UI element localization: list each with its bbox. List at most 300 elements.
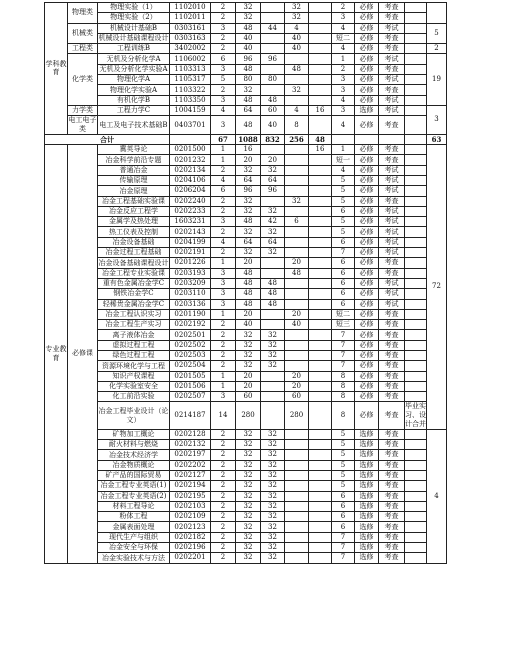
other-hours [309,440,332,450]
total-hours: 60 [236,392,261,402]
other-hours [309,543,332,553]
course-type: 必修 [355,392,379,402]
total-hours: 32 [236,13,261,23]
note-cell [405,248,427,258]
total-hours: 64 [236,105,261,115]
exam-type: 考试 [379,206,405,216]
lab-hours [285,248,309,258]
table-row [45,371,447,381]
table-row [45,85,447,95]
course-name: 冶金工程生产实习 [98,320,170,330]
course-code: 0204106 [170,175,211,185]
course-type: 选修 [355,543,379,553]
lab-hours: 60 [285,392,309,402]
course-name: 冶金物质概论 [98,460,170,470]
course-name: 耐火材料与燃烧 [98,440,170,450]
course-code: 1103313 [170,64,211,74]
other-hours [309,75,332,85]
table-row [45,33,447,43]
other-hours: 16 [309,105,332,115]
note-cell [405,54,427,64]
semester: 4 [332,23,355,33]
course-name: 化学实验室安全 [98,381,170,391]
exam-type: 考查 [379,543,405,553]
table-row [45,105,447,115]
course-type: 必修 [355,44,379,54]
semester: 6 [332,522,355,532]
course-name: 冶金过程工程基础 [98,248,170,258]
semester: 5 [332,470,355,480]
table-row [45,299,447,309]
table-row [45,248,447,258]
credit: 2 [211,320,236,330]
course-name: 重有色金属冶金学C [98,278,170,288]
credit: 3 [211,268,236,278]
table-row [45,13,447,23]
course-name: 无机及分析化学实验A [99,64,168,73]
semester: 6 [332,512,355,522]
course-type: 必修 [355,381,379,391]
total-hours: 32 [236,512,261,522]
lecture-hours: 32 [261,481,285,491]
lecture-hours [261,402,285,429]
lecture-hours: 64 [261,175,285,185]
course-name: 轻稀贵金属冶金学C [98,299,170,309]
other-hours [309,258,332,268]
lecture-hours: 32 [261,553,285,563]
course-name: 冶金工程基础实验课 [98,196,170,206]
other-hours [309,470,332,480]
subtotal-cell: 63 [427,134,447,144]
table-row [45,330,447,340]
semester: 7 [332,553,355,563]
table-row [45,402,447,429]
semester: 5 [332,440,355,450]
lab-hours: 280 [285,402,309,429]
course-type: 必修 [355,116,379,135]
lab-hours [285,450,309,460]
total-hours: 32 [236,553,261,563]
course-name: 冶金工程认识实习 [98,309,170,319]
lab-hours [285,532,309,542]
credit: 3 [211,23,236,33]
table-row [45,175,447,185]
course-type: 必修 [355,340,379,350]
course-name: 冶金工程专业英语(1) [98,481,170,491]
total-hours: 48 [236,268,261,278]
course-type: 必修 [355,155,379,165]
credit: 3 [211,95,236,105]
lab-hours: 40 [285,44,309,54]
lecture-hours: 32 [261,501,285,511]
course-type: 必修 [355,258,379,268]
course-type: 选修 [355,553,379,563]
other-hours [309,361,332,371]
note-cell [405,105,427,115]
other-hours [309,371,332,381]
semester: 4 [332,95,355,105]
course-type: 必修 [355,145,379,155]
table-row [45,522,447,532]
other-hours [309,186,332,196]
note-cell [405,3,427,13]
course-code: 1102010 [170,3,211,13]
course-type: 必修 [355,64,379,74]
exam-type: 考查 [379,470,405,480]
exam-type: 考查 [379,320,405,330]
course-type: 必修 [355,217,379,227]
course-type: 必修 [355,361,379,371]
lab-hours [285,481,309,491]
total-hours: 32 [236,206,261,216]
total-hours: 32 [236,532,261,542]
exam-type: 考查 [379,196,405,206]
exam-type: 考试 [379,54,405,64]
credit: 2 [211,512,236,522]
lab-hours [285,361,309,371]
other-hours [309,23,332,33]
lecture-hours: 40 [261,116,285,135]
table-row [45,227,447,237]
note-cell [405,64,427,74]
semester: 4 [332,116,355,135]
note-cell [405,501,427,511]
semester: 7 [332,543,355,553]
note-cell [405,237,427,247]
exam-type: 考查 [379,402,405,429]
credit: 2 [211,470,236,480]
semester: 3 [332,85,355,95]
lab-hours [285,237,309,247]
lab-hours [285,289,309,299]
course-code: 0202201 [170,553,211,563]
course-code: 0202501 [170,330,211,340]
other-hours [309,381,332,391]
total-hours: 48 [236,23,261,33]
course-name: 矿物加工概论 [98,429,170,439]
lecture-hours [261,392,285,402]
lab-hours: 20 [285,309,309,319]
lab-hours [285,440,309,450]
lecture-hours: 32 [261,512,285,522]
table-row [45,116,447,135]
semester: 6 [332,268,355,278]
course-code [170,134,211,144]
course-code: 0303163 [170,33,211,43]
other-hours [309,95,332,105]
lecture-hours [261,44,285,54]
semester: 1 [332,145,355,155]
credit: 1 [211,145,236,155]
lab-hours: 32 [285,85,309,95]
other-hours [309,532,332,542]
course-type: 必修 [355,320,379,330]
course-type: 选修 [355,532,379,542]
total-hours: 32 [236,340,261,350]
total-hours: 20 [236,258,261,268]
curriculum-table-wrapper [44,2,447,564]
course-code: 1106002 [170,54,211,64]
lecture-hours: 64 [261,237,285,247]
course-type: 选修 [355,512,379,522]
group-label-zhuanye: 专业教育 [45,145,68,564]
total-hours: 32 [236,460,261,470]
course-type: 必修 [355,227,379,237]
exam-type: 考查 [379,481,405,491]
total-hours: 96 [236,186,261,196]
course-name: 有机化学B [98,95,170,105]
exam-type: 考试 [379,248,405,258]
course-name: 冶金原理 [98,186,170,196]
course-code: 1103322 [170,85,211,95]
note-cell [405,278,427,288]
course-code: 3402002 [170,44,211,54]
total-hours: 48 [236,278,261,288]
course-name: 冶金反应工程学 [98,206,170,216]
lecture-hours: 80 [261,75,285,85]
lecture-hours: 32 [261,351,285,361]
note-cell [405,361,427,371]
table-row [45,340,447,350]
semester: 6 [332,206,355,216]
professional-section [45,145,447,564]
other-hours [309,165,332,175]
exam-type: 考查 [379,3,405,13]
lecture-hours [261,33,285,43]
note-cell [405,258,427,268]
course-type: 必修 [355,351,379,361]
course-name: 工程力学C [98,105,170,115]
exam-type: 考查 [379,33,405,43]
exam-type: 考查 [379,522,405,532]
exam-type: 考试 [379,105,405,115]
lecture-hours: 60 [261,105,285,115]
table-row [45,460,447,470]
semester: 5 [332,196,355,206]
total-hours: 32 [236,351,261,361]
other-hours [309,340,332,350]
note-cell [405,512,427,522]
lecture-hours: 20 [261,155,285,165]
course-type: 必修 [355,248,379,258]
semester: 2 [332,64,355,74]
other-hours [309,450,332,460]
credit: 2 [211,351,236,361]
other-hours [309,289,332,299]
table-row [45,64,447,74]
exam-type: 考查 [379,13,405,23]
semester: 4 [332,165,355,175]
note-cell [405,95,427,105]
total-hours: 40 [236,320,261,330]
course-name: 冶金实验技术与方法 [98,553,170,563]
total-hours: 80 [236,75,261,85]
lab-hours [285,278,309,288]
lab-hours [285,155,309,165]
course-type: 必修 [355,402,379,429]
course-name: 电工及电子技术基础B [98,116,170,135]
semester: 8 [332,381,355,391]
table-row [45,532,447,542]
credit: 2 [211,429,236,439]
exam-type: 考查 [379,340,405,350]
other-hours: 16 [309,145,332,155]
exam-type: 考试 [379,237,405,247]
total-hours: 20 [236,381,261,391]
table-row [45,54,447,64]
semester: 7 [332,248,355,258]
exam-type: 考查 [379,145,405,155]
table-row [45,392,447,402]
exam-type: 考查 [379,429,405,439]
course-name: 现代生产与组织 [98,532,170,542]
total-hours: 32 [236,196,261,206]
note-cell [405,470,427,480]
table-row [45,278,447,288]
note-cell [405,481,427,491]
course-code: 0202502 [170,340,211,350]
table-row [45,196,447,206]
credit: 4 [211,175,236,185]
credit: 1 [211,309,236,319]
exam-type: 考试 [379,217,405,227]
course-code: 0202103 [170,501,211,511]
course-name: 虚拟过程工程 [98,340,170,350]
exam-type: 考试 [379,186,405,196]
exam-type: 考查 [379,268,405,278]
course-code: 0202192 [170,320,211,330]
total-hours: 20 [236,155,261,165]
credit: 6 [211,186,236,196]
note-cell [405,85,427,95]
course-name: 钢铁冶金学C [98,289,170,299]
table-row [45,501,447,511]
exam-type: 考查 [379,258,405,268]
semester: 6 [332,299,355,309]
credit: 1 [211,381,236,391]
lecture-hours: 32 [261,460,285,470]
course-type: 必修 [355,309,379,319]
course-name: 矿产品的国际贸易 [98,470,170,480]
semester: 5 [332,460,355,470]
course-type: 必修 [355,186,379,196]
credit: 67 [211,134,236,144]
credit: 2 [211,450,236,460]
lab-hours [285,351,309,361]
credit: 1 [211,258,236,268]
exam-type: 考查 [379,44,405,54]
lab-hours [285,227,309,237]
semester: 5 [332,227,355,237]
lab-hours [285,299,309,309]
lab-hours [285,522,309,532]
semester: 6 [332,278,355,288]
exam-type: 考查 [379,553,405,563]
lab-hours: 20 [285,371,309,381]
course-name: 知识产权课程 [98,371,170,381]
lab-hours [285,460,309,470]
note-cell [405,175,427,185]
exam-type: 考查 [379,381,405,391]
lecture-hours: 32 [261,429,285,439]
credit: 1 [211,371,236,381]
course-name: 冶金工程专业实验课 [98,268,170,278]
total-hours: 32 [236,470,261,480]
course-type: 必修 [355,175,379,185]
note-cell [405,227,427,237]
subtotal-cell: 5 [427,23,447,44]
course-code: 0203193 [170,268,211,278]
credit: 3 [211,116,236,135]
table-row [45,491,447,501]
total-hours: 64 [236,175,261,185]
exam-type: 考试 [379,165,405,175]
total-hours: 20 [236,371,261,381]
course-name: 机械设计基础课程设计 [98,34,169,43]
semester: 8 [332,392,355,402]
table-row [45,217,447,227]
total-hours: 40 [236,44,261,54]
credit: 3 [211,289,236,299]
course-type: 必修 [355,165,379,175]
note-cell [405,320,427,330]
credit: 2 [211,44,236,54]
table-row [45,553,447,563]
other-hours [309,330,332,340]
exam-type: 考查 [379,155,405,165]
other-hours [309,155,332,165]
total-hours: 48 [236,289,261,299]
course-code: 0202123 [170,522,211,532]
course-type: 必修 [355,196,379,206]
subtotal-cell: 4 [427,429,447,563]
credit: 2 [211,522,236,532]
credit: 2 [211,13,236,23]
course-name: 金属学及热处理 [98,217,170,227]
other-hours [309,44,332,54]
total-hours: 32 [236,429,261,439]
total-hours: 280 [236,402,261,429]
credit: 1 [211,155,236,165]
lab-hours [285,543,309,553]
semester: 5 [332,481,355,491]
semester: 7 [332,330,355,340]
course-type: 必修 [355,299,379,309]
exam-type: 考试 [379,227,405,237]
semester: 短三 [332,320,355,330]
note-cell [405,217,427,227]
course-type: 必修 [355,33,379,43]
course-code: 0206204 [170,186,211,196]
course-code: 0203209 [170,278,211,288]
total-hours: 32 [236,501,261,511]
note-cell [405,450,427,460]
other-hours [309,512,332,522]
lecture-hours: 32 [261,543,285,553]
exam-type: 考查 [379,361,405,371]
exam-type: 考查 [379,512,405,522]
note-cell [405,289,427,299]
subtotal-cell: 2 [427,44,447,54]
table-row [45,268,447,278]
course-code: 0202233 [170,206,211,216]
lab-hours: 48 [285,64,309,74]
course-code: 0202127 [170,470,211,480]
course-name: 冶金技术经济学 [98,450,170,460]
course-type: 选修 [355,522,379,532]
table-row [45,381,447,391]
lecture-hours [261,381,285,391]
